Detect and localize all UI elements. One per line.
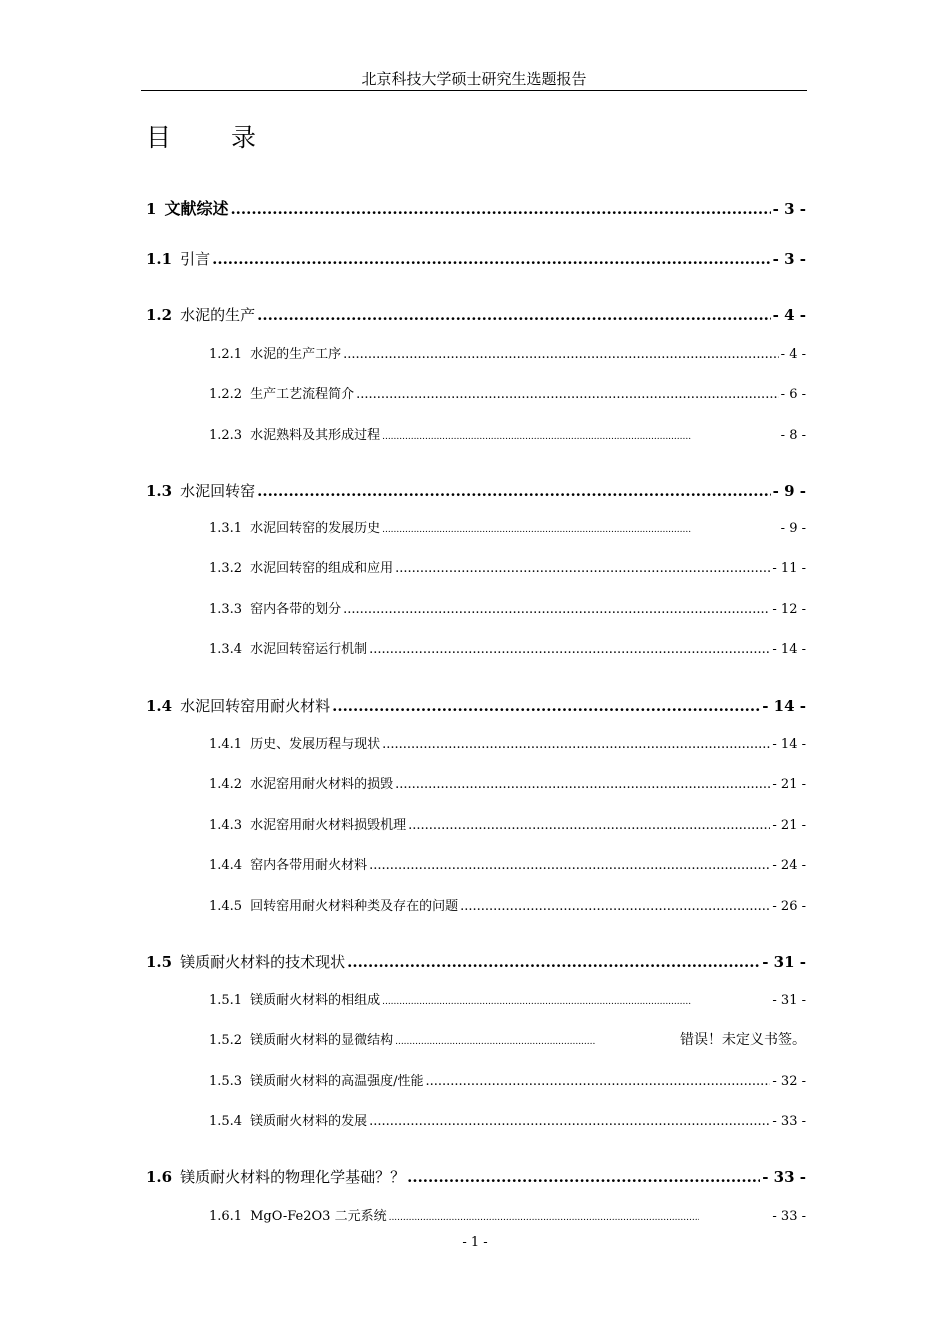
toc-label: 镁质耐火材料的技术现状 xyxy=(180,953,346,971)
toc-page: - 21 - xyxy=(772,777,806,792)
toc-entry-1-3[interactable] xyxy=(146,480,806,501)
toc-entry-1-5-1[interactable] xyxy=(209,989,806,1008)
toc-leader xyxy=(369,858,770,873)
toc-leader xyxy=(369,642,770,657)
toc-number: 1.4.1 xyxy=(209,737,243,752)
toc-number: 1 xyxy=(146,200,157,218)
toc-leader xyxy=(425,1074,770,1089)
toc-leader xyxy=(395,561,770,576)
toc-entry-1-3-3[interactable] xyxy=(209,598,806,617)
toc-label: 水泥窑用耐火材料的损毁 xyxy=(250,777,394,792)
toc-number: 1.6.1 xyxy=(209,1209,243,1224)
toc-label: 引言 xyxy=(180,250,211,268)
toc-number: 1.4.5 xyxy=(209,899,243,914)
toc-label: 水泥回转窑的组成和应用 xyxy=(250,561,394,576)
toc-number: 1.5.3 xyxy=(209,1074,243,1089)
toc-label: 水泥的生产 xyxy=(180,306,256,324)
toc-label: 文献综述 xyxy=(164,199,229,218)
toc-number: 1.4.2 xyxy=(209,777,243,792)
page-number: - 1 - xyxy=(462,1235,488,1250)
toc-entry-1-5-4[interactable] xyxy=(209,1110,806,1129)
toc-number: 1.5 xyxy=(146,953,173,971)
toc-entry-1[interactable] xyxy=(146,196,806,219)
page-header: 北京科技大学硕士研究生选题报告 xyxy=(361,70,587,88)
toc-label: 生产工艺流程简介 xyxy=(250,387,355,402)
toc-title: 目 录 xyxy=(146,123,282,152)
toc-leader xyxy=(382,737,770,752)
toc-leader xyxy=(212,250,771,268)
toc-label: 水泥熟料及其形成过程 xyxy=(250,428,381,443)
toc-page: - 21 - xyxy=(772,818,806,833)
toc-entry-1-6[interactable] xyxy=(146,1166,806,1187)
toc-entry-1-2-3[interactable] xyxy=(209,424,806,443)
toc-page: - 11 - xyxy=(772,561,806,576)
toc-number: 1.3.3 xyxy=(209,602,243,617)
toc-page: - 32 - xyxy=(772,1074,806,1089)
toc-label: 水泥回转窑的发展历史 xyxy=(250,521,381,536)
toc-page: - 14 - xyxy=(772,642,806,657)
toc-page: - 6 - xyxy=(780,387,806,402)
toc-page: - 26 - xyxy=(772,899,806,914)
toc-leader xyxy=(408,818,770,833)
toc-entry-1-3-2[interactable] xyxy=(209,557,806,576)
toc-page: - 31 - xyxy=(762,953,806,971)
toc-entry-1-2-1[interactable] xyxy=(209,343,806,362)
toc-page: - 33 - xyxy=(772,1114,806,1129)
toc-label: 镁质耐火材料的显微结构 xyxy=(250,1033,394,1048)
toc-entry-1-6-1[interactable] xyxy=(209,1205,806,1224)
toc-label: MgO-Fe2O3 二元系统 xyxy=(250,1209,387,1224)
toc-page: - 12 - xyxy=(772,602,806,617)
toc-leader xyxy=(356,387,779,402)
toc-leader xyxy=(382,997,692,1007)
toc-number: 1.2 xyxy=(146,306,173,324)
toc-number: 1.3.2 xyxy=(209,561,243,576)
toc-number: 1.5.4 xyxy=(209,1114,243,1129)
toc-number: 1.1 xyxy=(146,250,173,268)
toc-leader xyxy=(347,953,760,971)
toc-entry-1-4-4[interactable] xyxy=(209,854,806,873)
toc-page: - 33 - xyxy=(772,1209,806,1224)
toc-page: - 4 - xyxy=(772,306,806,324)
toc-number: 1.3.1 xyxy=(209,521,243,536)
toc-label: 窑内各带的划分 xyxy=(250,602,342,617)
toc-number: 1.5.1 xyxy=(209,993,243,1008)
toc-label: 水泥回转窑运行机制 xyxy=(250,642,368,657)
toc-label: 回转窑用耐火材料种类及存在的问题 xyxy=(250,899,459,914)
toc-entry-1-2[interactable] xyxy=(146,304,806,325)
toc-page-error: 错误！未定义书签。 xyxy=(680,1032,806,1048)
toc-number: 1.3.4 xyxy=(209,642,243,657)
toc-page: - 4 - xyxy=(780,347,806,362)
toc-page: - 14 - xyxy=(762,697,806,715)
toc-leader xyxy=(389,1213,699,1223)
toc-leader xyxy=(369,1114,770,1129)
toc-leader xyxy=(460,899,770,914)
toc-leader xyxy=(332,697,760,715)
toc-page: - 3 - xyxy=(772,250,806,268)
toc-label: 水泥回转窑 xyxy=(180,482,256,500)
toc-number: 1.2.3 xyxy=(209,428,243,443)
toc-page: - 14 - xyxy=(772,737,806,752)
toc-page: - 3 - xyxy=(772,200,806,218)
toc-leader xyxy=(382,525,692,535)
toc-number: 1.4.3 xyxy=(209,818,243,833)
toc-number: 1.3 xyxy=(146,482,173,500)
toc-entry-1-4-1[interactable] xyxy=(209,733,806,752)
toc-page: - 9 - xyxy=(780,521,806,536)
toc-page: - 9 - xyxy=(772,482,806,500)
toc-page: - 33 - xyxy=(762,1168,806,1186)
toc-number: 1.5.2 xyxy=(209,1033,243,1048)
toc-label: 水泥回转窑用耐火材料 xyxy=(180,697,331,715)
toc-entry-1-4-5[interactable] xyxy=(209,895,806,914)
toc-leader xyxy=(343,347,779,362)
toc-leader xyxy=(343,602,770,617)
toc-label: 镁质耐火材料的发展 xyxy=(250,1114,368,1129)
toc-page: - 8 - xyxy=(780,428,806,443)
toc-leader xyxy=(395,777,770,792)
toc-entry-1-1[interactable] xyxy=(146,248,806,269)
toc-label: 水泥窑用耐火材料损毁机理 xyxy=(250,818,407,833)
toc-entry-1-5[interactable] xyxy=(146,951,806,972)
toc-entry-1-5-2[interactable] xyxy=(209,1029,806,1049)
toc-number: 1.4.4 xyxy=(209,858,243,873)
toc-label: 镁质耐火材料的高温强度/性能 xyxy=(250,1074,424,1089)
toc-leader xyxy=(395,1037,595,1047)
toc-number: 1.2.2 xyxy=(209,387,243,402)
toc-leader xyxy=(382,432,692,442)
toc-entry-1-4[interactable] xyxy=(146,695,806,716)
toc-label: 水泥的生产工序 xyxy=(250,347,342,362)
toc-label: 镁质耐火材料的相组成 xyxy=(250,993,381,1008)
toc-page: - 24 - xyxy=(772,858,806,873)
header-rule xyxy=(141,90,807,91)
toc-label: 历史、发展历程与现状 xyxy=(250,737,381,752)
toc-entry-1-2-2[interactable] xyxy=(209,383,806,402)
toc-leader xyxy=(257,482,771,500)
toc-leader xyxy=(230,200,770,218)
toc-leader xyxy=(407,1168,760,1186)
toc-entry-1-3-1[interactable] xyxy=(209,517,806,536)
toc-entry-1-4-2[interactable] xyxy=(209,773,806,792)
toc-page: - 31 - xyxy=(772,993,806,1008)
toc-entry-1-5-3[interactable] xyxy=(209,1070,806,1089)
toc-label: 窑内各带用耐火材料 xyxy=(250,858,368,873)
toc-leader xyxy=(257,306,771,324)
toc-entry-1-3-4[interactable] xyxy=(209,638,806,657)
toc-label: 镁质耐火材料的物理化学基础？？ xyxy=(180,1168,406,1186)
toc-number: 1.2.1 xyxy=(209,347,243,362)
toc-entry-1-4-3[interactable] xyxy=(209,814,806,833)
toc-number: 1.6 xyxy=(146,1168,173,1186)
toc-number: 1.4 xyxy=(146,697,173,715)
